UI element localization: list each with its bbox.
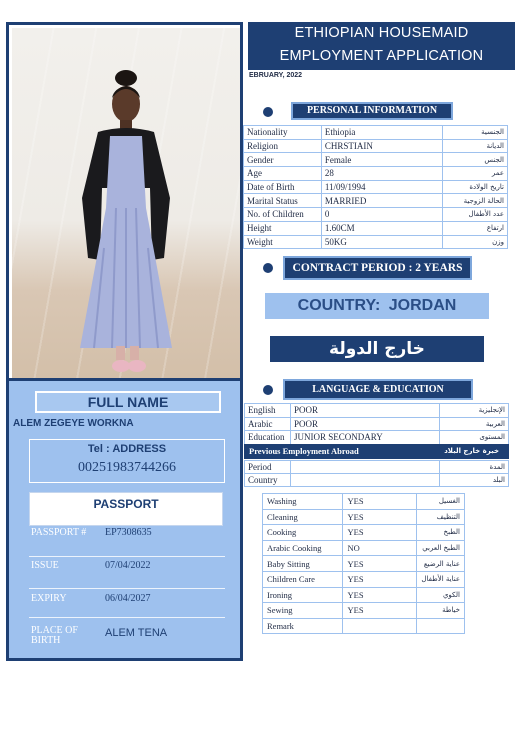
personal-info-row [244, 235, 508, 249]
language-row-value: POOR [290, 417, 439, 431]
address-label: Tel : ADDRESS [87, 443, 167, 455]
skill-row-label: Cleaning [263, 509, 343, 525]
skill-row [263, 556, 465, 572]
personal-info-row-arabic: الجنس [443, 153, 508, 167]
issue-value: 07/04/2022 [105, 560, 151, 571]
destination-country-arabic: خارج الدولة [270, 336, 484, 362]
skill-row-label: Arabic Cooking [263, 540, 343, 556]
divider [29, 556, 225, 557]
personal-info-row-value: 50KG [321, 235, 442, 249]
full-name-value: ALEM ZEGEYE WORKNA [13, 418, 134, 429]
personal-info-row-label: Marital Status [244, 194, 322, 208]
previous-employment-row-label: Period [245, 461, 291, 474]
skill-row-label: Cooking [263, 525, 343, 541]
personal-info-row [244, 208, 508, 222]
bullet-icon [263, 385, 273, 395]
skill-row [263, 603, 465, 619]
previous-employment-label: Previous Employment Abroad [249, 446, 359, 456]
previous-employment-row-label: Country [245, 474, 291, 487]
previous-employment-row-arabic: المدة [440, 461, 509, 474]
personal-info-row-value: MARRIED [321, 194, 442, 208]
skill-row-label: Ironing [263, 587, 343, 603]
personal-info-row-label: Religion [244, 139, 322, 153]
skill-row-label: Washing [263, 494, 343, 510]
language-row-value: POOR [290, 404, 439, 418]
personal-info-row-arabic: الجنسية [443, 126, 508, 140]
skill-row [263, 618, 465, 634]
language-row-label: English [245, 404, 291, 418]
language-education-heading: LANGUAGE & EDUCATION [283, 379, 473, 400]
personal-info-row-label: Height [244, 221, 322, 235]
skill-row-value: YES [343, 571, 417, 587]
skill-row-arabic: عناية الأطفال [417, 571, 465, 587]
language-row [245, 404, 509, 418]
skill-row-value: NO [343, 540, 417, 556]
destination-country: COUNTRY: JORDAN [265, 293, 489, 319]
personal-info-row-label: Age [244, 167, 322, 181]
language-row-label: Education [245, 431, 291, 445]
skill-row-label: Children Care [263, 571, 343, 587]
personal-info-row [244, 167, 508, 181]
skill-row-arabic: عناية الرضيع [417, 556, 465, 572]
expiry-value: 06/04/2027 [105, 593, 151, 604]
skill-row-arabic [417, 618, 465, 634]
divider [29, 588, 225, 589]
skill-row-value [343, 618, 417, 634]
passport-number-label: PASSPORT # [31, 527, 87, 538]
personal-info-table [243, 125, 508, 249]
language-row-arabic: الإنجليزية [440, 404, 509, 418]
language-row-label: Arabic [245, 417, 291, 431]
skill-row-arabic: الطبخ [417, 525, 465, 541]
personal-info-row-label: Gender [244, 153, 322, 167]
personal-info-row-arabic: الديانة [443, 139, 508, 153]
language-row [245, 417, 509, 431]
personal-info-row-value: Ethiopia [321, 126, 442, 140]
skill-row [263, 509, 465, 525]
personal-info-row [244, 126, 508, 140]
previous-employment-table [244, 460, 509, 487]
previous-employment-heading [244, 444, 509, 459]
applicant-figure [12, 28, 240, 378]
title-line-1: ETHIOPIAN HOUSEMAID [294, 25, 469, 41]
personal-info-row-arabic: عمر [443, 167, 508, 181]
language-row [245, 431, 509, 445]
passport-title: PASSPORT [93, 497, 159, 511]
address-box [29, 439, 225, 483]
skill-row-arabic: الغسيل [417, 494, 465, 510]
personal-info-row [244, 221, 508, 235]
personal-info-row-value: CHRSTIAIN [321, 139, 442, 153]
personal-info-row [244, 180, 508, 194]
birth-place-value: ALEM TENA [105, 627, 168, 639]
skill-row-label: Baby Sitting [263, 556, 343, 572]
language-table [244, 403, 509, 445]
personal-info-row-value: 28 [321, 167, 442, 181]
personal-info-row-arabic: الحالة الزوجية [443, 194, 508, 208]
language-row-arabic: المستوى [440, 431, 509, 445]
personal-info-row-arabic: عدد الأطفال [443, 208, 508, 222]
personal-info-row-label: Date of Birth [244, 180, 322, 194]
bullet-icon [263, 263, 273, 273]
title-line-2: EMPLOYMENT APPLICATION [279, 48, 484, 64]
skill-row [263, 540, 465, 556]
date-text: EBRUARY, 2022 [249, 72, 303, 79]
skill-row-value: YES [343, 603, 417, 619]
personal-info-row [244, 139, 508, 153]
skill-row-value: YES [343, 509, 417, 525]
skill-row-arabic: الطبخ العربي [417, 540, 465, 556]
profile-panel [6, 378, 243, 661]
page-title [248, 22, 515, 70]
skill-row-label: Sewing [263, 603, 343, 619]
personal-info-row-label: Weight [244, 235, 322, 249]
skill-row-value: YES [343, 556, 417, 572]
skill-row-arabic: خياطة [417, 603, 465, 619]
phone-value: 00251983744266 [78, 460, 176, 475]
passport-number-value: EP7308635 [105, 527, 152, 538]
language-row-arabic: العربية [440, 417, 509, 431]
skill-row-value: YES [343, 494, 417, 510]
personal-info-row-value: 0 [321, 208, 442, 222]
previous-employment-row [245, 474, 509, 487]
previous-employment-row-value [290, 461, 439, 474]
skill-row [263, 525, 465, 541]
personal-info-row-value: 11/09/1994 [321, 180, 442, 194]
skill-row [263, 494, 465, 510]
language-row-value: JUNIOR SECONDARY [290, 431, 439, 445]
personal-info-row-arabic: ارتفاع [443, 221, 508, 235]
applicant-photo [12, 28, 240, 378]
skill-row-label: Remark [263, 618, 343, 634]
personal-info-row-label: Nationality [244, 126, 322, 140]
skills-table [262, 493, 465, 634]
previous-employment-row-arabic: البلد [440, 474, 509, 487]
personal-info-row-arabic: تاريخ الولادة [443, 180, 508, 194]
divider [29, 617, 225, 618]
personal-info-row [244, 194, 508, 208]
personal-info-row [244, 153, 508, 167]
previous-employment-row-value [290, 474, 439, 487]
previous-employment-row [245, 461, 509, 474]
bullet-icon [263, 107, 273, 117]
full-name-label: FULL NAME [35, 391, 221, 413]
issue-label: ISSUE [31, 560, 59, 571]
personal-info-row-value: Female [321, 153, 442, 167]
skill-row [263, 587, 465, 603]
personal-info-row-value: 1.60CM [321, 221, 442, 235]
skill-row-value: YES [343, 587, 417, 603]
birth-place-label-2: BIRTH [31, 635, 61, 646]
previous-employment-arabic: خبرة خارج البلاد [444, 447, 499, 455]
passport-box [29, 492, 223, 526]
personal-info-row-arabic: وزن [443, 235, 508, 249]
skill-row [263, 571, 465, 587]
expiry-label: EXPIRY [31, 593, 67, 604]
skill-row-arabic: الكوي [417, 587, 465, 603]
birth-place-label: PLACE OF [31, 625, 78, 636]
personal-info-heading: PERSONAL INFORMATION [291, 102, 453, 120]
skill-row-value: YES [343, 525, 417, 541]
contract-period-heading: CONTRACT PERIOD : 2 YEARS [283, 256, 472, 280]
photo-frame [6, 22, 243, 378]
personal-info-row-label: No. of Children [244, 208, 322, 222]
skill-row-arabic: التنظيف [417, 509, 465, 525]
